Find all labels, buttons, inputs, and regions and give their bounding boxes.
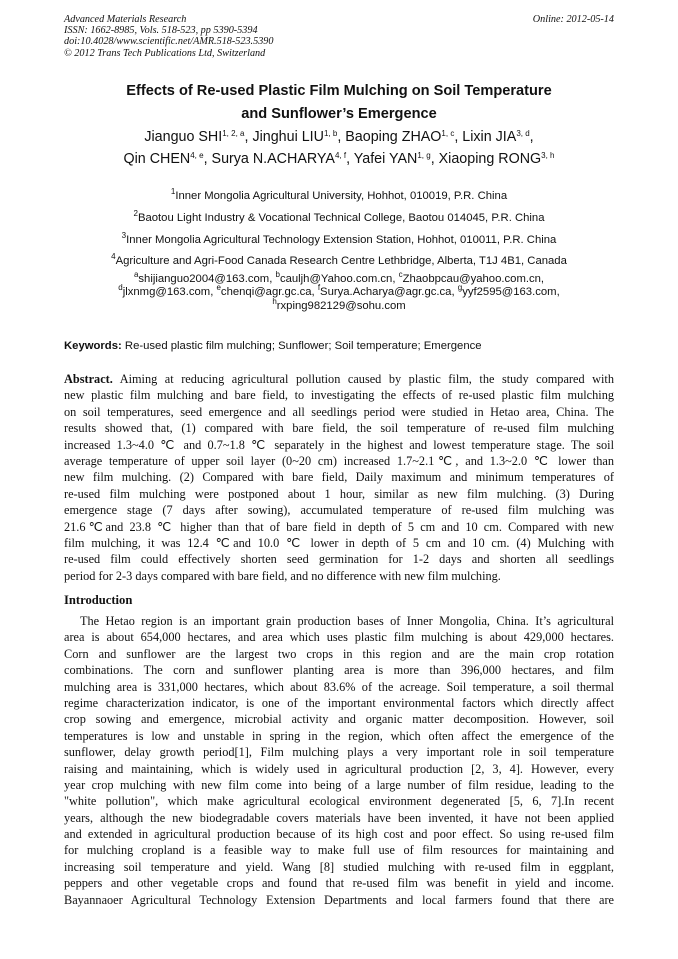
affiliation-text: Inner Mongolia Agricultural Technology Extension Station, Hohhot, 010011, P.R. China <box>126 234 557 246</box>
intro-line: sunflower, delay growth period[1], Film mulching plays a very important role in soil temperature <box>64 745 614 760</box>
author-sup: 4, f <box>334 151 347 160</box>
author-sep: , <box>430 151 439 167</box>
intro-line: temperatures is low and unstable in spring in the region, which often affect the emergence of the <box>64 728 614 743</box>
abstract-line: increased 1.3~4.0 ℃ and 0.7~1.8 ℃ separately in the highest and lowest temperature stage. The soil <box>64 437 614 452</box>
intro-line: regime characterization indicator, is one of the important environmental factors which directly affect <box>64 695 614 710</box>
author-name: Baoping ZHAO <box>345 129 442 145</box>
author-name: Lixin JIA <box>462 129 517 145</box>
author-sup: 1, g <box>417 151 431 160</box>
intro-line: for mulching cropland is a feasible way to make full use of film resources for maintaining and <box>64 843 614 858</box>
abstract-line: new plastic film mulching and bare field, to investigating the effects of re-used plastic film mulching <box>64 388 614 403</box>
keywords-label: Keywords: <box>64 340 122 352</box>
affiliation-text: Inner Mongolia Agricultural University, Hohhot, 010019, P.R. China <box>175 190 508 202</box>
email-line-2: $^d$jlxnmg@163.com, $^e$chenqi@agr.gc.ca, $^f$Surya.Acharya@agr.gc.ca, $^g$yyf2595@163.com, <box>118 283 560 299</box>
keywords-text: Re-used plastic film mulching; Sunflower; Soil temperature; Emergence <box>124 340 482 352</box>
intro-line: raising and maintaining, which is widely used in agricultural production [2, 3, 4]. However, every <box>64 761 614 776</box>
intro-line: mulching area is 331,000 hectares, which about 83.6% of the acreage. Soil temperature, a soil thermal <box>64 679 614 694</box>
abstract-label: Abstract. <box>64 372 113 386</box>
author-sup: 1, c <box>441 129 455 138</box>
intro-line: Corn and sunflower are the largest two crops in this region and are the main crop rotation <box>64 646 614 661</box>
email-link[interactable]: yyf2595@163.com <box>462 286 557 299</box>
author-name: Yafei YAN <box>353 151 418 167</box>
journal-name: Advanced Materials Research <box>64 14 187 25</box>
author-line-2 <box>40 148 638 170</box>
email-link[interactable]: shijianguo2004@163.com <box>138 273 270 285</box>
affiliation-number: 2 <box>133 209 138 218</box>
author-sup: 3, h <box>541 151 555 160</box>
author-line-1 <box>40 126 638 148</box>
abstract-line: new film mulching. (2) Compared with bare field, Daily maximum and minimum temperatures of <box>64 470 614 485</box>
journal-header <box>64 14 614 59</box>
intro-line: year crop mulching with new film come into being of a large number of film residue, leading to the <box>64 777 614 792</box>
intro-line: peppers and other vegetable crops and found that re-used film was benefit in yield and income. <box>64 876 614 891</box>
author-name: Surya N.ACHARYA <box>211 151 335 167</box>
intro-line: The Hetao region is an important grain production bases of Inner Mongolia, China. It’s agricultural <box>80 614 614 628</box>
author-name: Jianguo SHI <box>144 129 223 145</box>
intro-line: increasing soil temperature and yield. Wang [8] studied mulching with re-used film in eggplant, <box>64 859 614 874</box>
email-list <box>40 270 638 313</box>
doi-line: doi:10.4028/www.scientific.net/AMR.518-523.5390 <box>64 36 274 48</box>
abstract-line: Abstract. Aiming at reducing agricultural pollution caused by plastic film, the study compared with <box>64 372 614 386</box>
online-date: Online: 2012-05-14 <box>532 14 614 25</box>
email-link[interactable]: rxping982129@sohu.com <box>276 299 406 312</box>
affiliation-number: 3 <box>121 231 127 240</box>
section-heading-introduction: Introduction <box>64 593 133 607</box>
author-sep: , <box>244 129 253 145</box>
email-line-1: $^a$shijianguo2004@163.com, $^b$cauljh@Yahoo.com.cn, $^c$Zhaobpcau@yahoo.com.cn, <box>133 270 545 285</box>
affiliation-number: 4 <box>111 252 116 261</box>
author-sup: 4, e <box>190 151 204 160</box>
abstract-line: period for 2-3 days compared with bare field, and no difference with new film mulching. <box>64 568 501 583</box>
email-link[interactable]: cauljh@Yahoo.com.cn <box>279 273 393 285</box>
email-link[interactable]: jlxnmg@163.com <box>122 286 211 299</box>
intro-line: and extended in agricultural production because of its high cost and poor effect. So using re-used film <box>64 827 614 842</box>
affiliation-text: Baotou Light Industry & Vocational Technical College, Baotou 014045, P.R. China <box>137 212 545 224</box>
issn-line: ISSN: 1662-8985, Vols. 518-523, pp 5390-5394 <box>64 25 258 37</box>
author-sup: 1, 2, a <box>222 129 245 138</box>
affiliation-text: Agriculture and Agri-Food Canada Research Centre Lethbridge, Alberta, T1J 4B1, Canada <box>115 255 567 267</box>
intro-line: area is about 654,000 hectares, and area which uses plastic film mulching is about 429,000 hectares. <box>64 630 614 645</box>
intro-line: "white pollution", which make agricultural ecological environment degenerated [5, 6, 7].In recent <box>64 794 614 809</box>
author-sup: 3, d <box>516 129 530 138</box>
author-sep: , <box>337 129 346 145</box>
intro-line: combinations. The corn and sunflower planting area is more than 396,000 hectares, and film <box>64 663 614 678</box>
abstract-line: re-used film could effectively shorten seed germination for 1-2 days and shorten all seedlings <box>64 552 614 567</box>
abstract <box>64 371 614 584</box>
email-link[interactable]: Surya.Acharya@agr.gc.ca <box>320 286 452 299</box>
affiliation-4 <box>40 254 638 268</box>
author-sep: , <box>203 151 212 167</box>
author-sup: 1, b <box>323 129 338 138</box>
affiliation-number: 1 <box>170 187 176 196</box>
intro-line: years, although the new biodegradable covers materials have been invented, it have not been applied <box>64 810 614 825</box>
email-link[interactable]: Zhaobpcau@yahoo.com.cn <box>402 273 541 285</box>
intro-line: crop sowing and emergence, microbial activity and organic matter decomposition. However, soil <box>64 712 614 727</box>
email-line-3: $^h$rxping982129@sohu.com <box>272 296 406 312</box>
author-sep: , <box>346 151 354 167</box>
abstract-line: results showed that, (1) compared with bare field, the soil temperature of re-used film mulching <box>64 421 614 436</box>
title-line-1: Effects of Re-used Plastic Film Mulching on Soil Temperature <box>126 83 552 99</box>
copyright-line: © 2012 Trans Tech Publications Ltd, Switzerland <box>64 47 266 59</box>
author-list <box>40 126 638 170</box>
author-name: Xiaoping RONG <box>438 151 542 167</box>
keywords <box>64 339 614 353</box>
intro-line: Bayannaoer Agricultural Technology Extension Departments and local farmers found that there are <box>64 892 614 907</box>
author-name: Qin CHEN <box>123 151 191 167</box>
author-sep: , <box>454 129 463 145</box>
abstract-line: emergence stage (7 days after sowing), accumulated temperature of re-used film mulching was <box>64 503 614 518</box>
title-line-2: and Sunflower’s Emergence <box>241 106 437 122</box>
abstract-line: re-used film mulching were postponed about 1 hour, similar as new film mulching. (3) During <box>64 486 614 501</box>
affiliation-3 <box>40 233 638 247</box>
affiliation-1 <box>40 189 638 203</box>
paper-title <box>64 80 614 126</box>
abstract-line: 21.6℃and 23.8 ℃ higher than that of bare field in depth of 5 cm and 10 cm. Compared with new <box>64 519 614 534</box>
abstract-line: average temperature of upper soil layer (0~20 cm) increased 1.7~2.1℃, and 1.3~2.0 ℃ lower than <box>64 453 614 468</box>
author-name: Jinghui LIU <box>252 129 324 145</box>
introduction-body <box>64 613 614 908</box>
affiliation-2 <box>40 211 638 225</box>
abstract-line: on soil temperatures, seed emergence and all seedlings period were studied in Hetao area, China. The <box>64 404 614 419</box>
email-link[interactable]: chenqi@agr.gc.ca <box>220 286 312 299</box>
abstract-line: film mulching, it was 12.4 ℃and 10.0 ℃ lower in depth of 5 cm and 10 cm. (4) Mulching with <box>64 535 614 550</box>
author-sep: , <box>529 129 534 145</box>
